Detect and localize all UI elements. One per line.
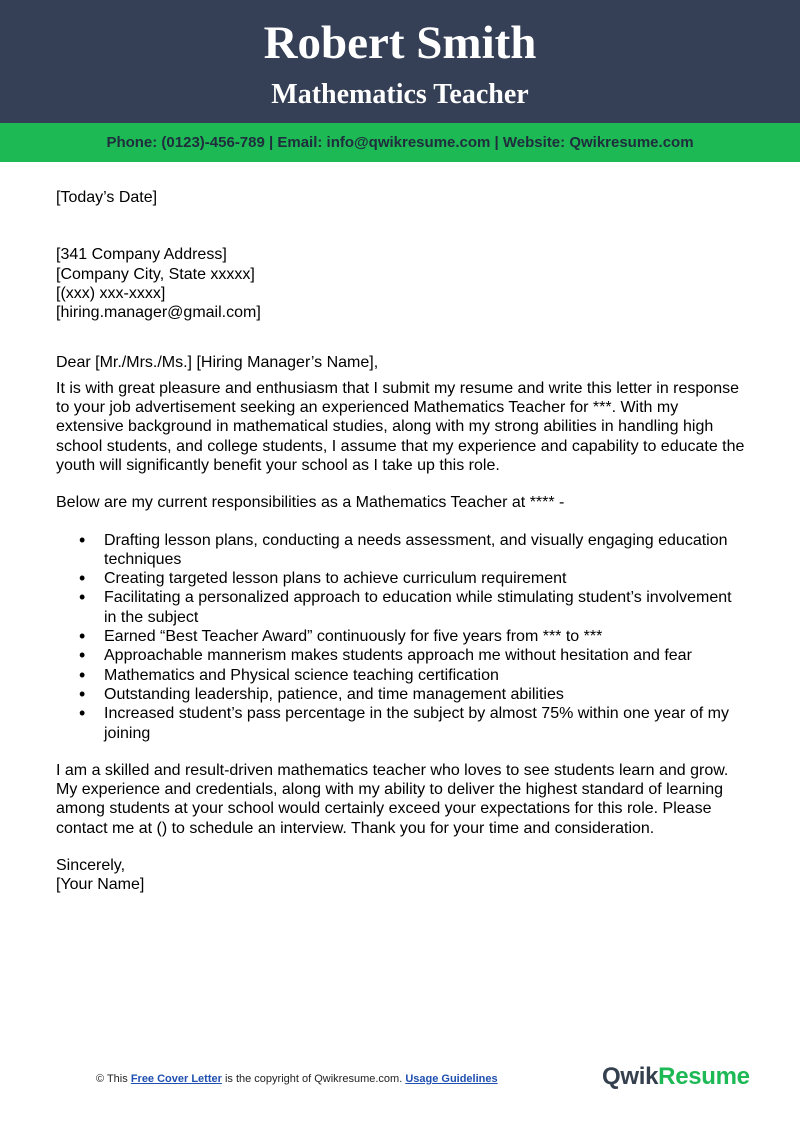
- copyright-middle: is the copyright of Qwikresume.com.: [221, 1073, 406, 1085]
- logo-text-resume: Resume: [658, 1063, 750, 1090]
- list-item: • Drafting lesson plans, conducting a needs assessment, and visually engaging education techniques: [104, 531, 746, 570]
- recipient-address: [56, 245, 746, 322]
- responsibilities-intro: Below are my current responsibilities as a Mathematics Teacher at **** -: [56, 494, 565, 512]
- closing-paragraph: I am a skilled and result-driven mathematics teacher who loves to see students learn and grow. My experience and credentials, along with my ability to deliver the highest standard of learning among students at your school would certainly exceed your expectations for this role. Please contact me at () to schedule an interview. Thank you for your time and consideration.: [56, 761, 729, 837]
- usage-guidelines-link[interactable]: Usage Guidelines: [405, 1073, 498, 1085]
- contact-info-bar: Phone: (0123)-456-789 | Email: info@qwikresume.com | Website: Qwikresume.com: [0, 123, 800, 162]
- list-item: • Facilitating a personalized approach to education while stimulating student’s involvement in the subject: [104, 588, 746, 627]
- salutation: Dear [Mr./Mrs./Ms.] [Hiring Manager’s Name],: [56, 354, 379, 372]
- address-line: [hiring.manager@gmail.com]: [56, 304, 261, 322]
- address-line: [Company City, State xxxxx]: [56, 265, 255, 283]
- candidate-name: Robert Smith: [263, 17, 537, 69]
- job-title: Mathematics Teacher: [271, 79, 529, 110]
- free-cover-letter-link[interactable]: Free Cover Letter: [130, 1073, 222, 1085]
- list-item: • Earned “Best Teacher Award” continuously for five years from *** to ***: [104, 627, 746, 646]
- address-line: [341 Company Address]: [56, 246, 227, 264]
- copyright-prefix: © This: [96, 1073, 131, 1085]
- list-item: • Mathematics and Physical science teaching certification: [104, 666, 746, 685]
- list-item: • Approachable mannerism makes students approach me without hesitation and fear: [104, 646, 746, 665]
- list-item: • Increased student’s pass percentage in the subject by almost 75% within one year of my joining: [104, 704, 746, 743]
- logo-text-qwik: Qwik: [602, 1063, 659, 1090]
- resume-header: [0, 0, 800, 123]
- copyright-notice: [96, 1072, 498, 1086]
- closing: Sincerely,: [56, 857, 126, 875]
- list-item: • Creating targeted lesson plans to achieve curriculum requirement: [104, 569, 746, 588]
- qwikresume-logo: [602, 1062, 750, 1092]
- list-item: • Outstanding leadership, patience, and time management abilities: [104, 685, 746, 704]
- letter-date: [Today’s Date]: [56, 189, 158, 206]
- signature: [Your Name]: [56, 876, 145, 894]
- letter-body: [56, 188, 746, 895]
- opening-paragraph: It is with great pleasure and enthusiasm that I submit my resume and write this letter in response to your job advertisement seeking an experienced Mathematics Teacher for ***. With my extensive background in mathematical studies, along with my strong abilities in handling high school students, and college students, I assume that my experience and capability to educate the youth will significantly benefit your school as I take up this role.: [56, 379, 745, 474]
- responsibilities-list: [56, 531, 746, 743]
- address-line: [(xxx) xxx-xxxx]: [56, 284, 166, 302]
